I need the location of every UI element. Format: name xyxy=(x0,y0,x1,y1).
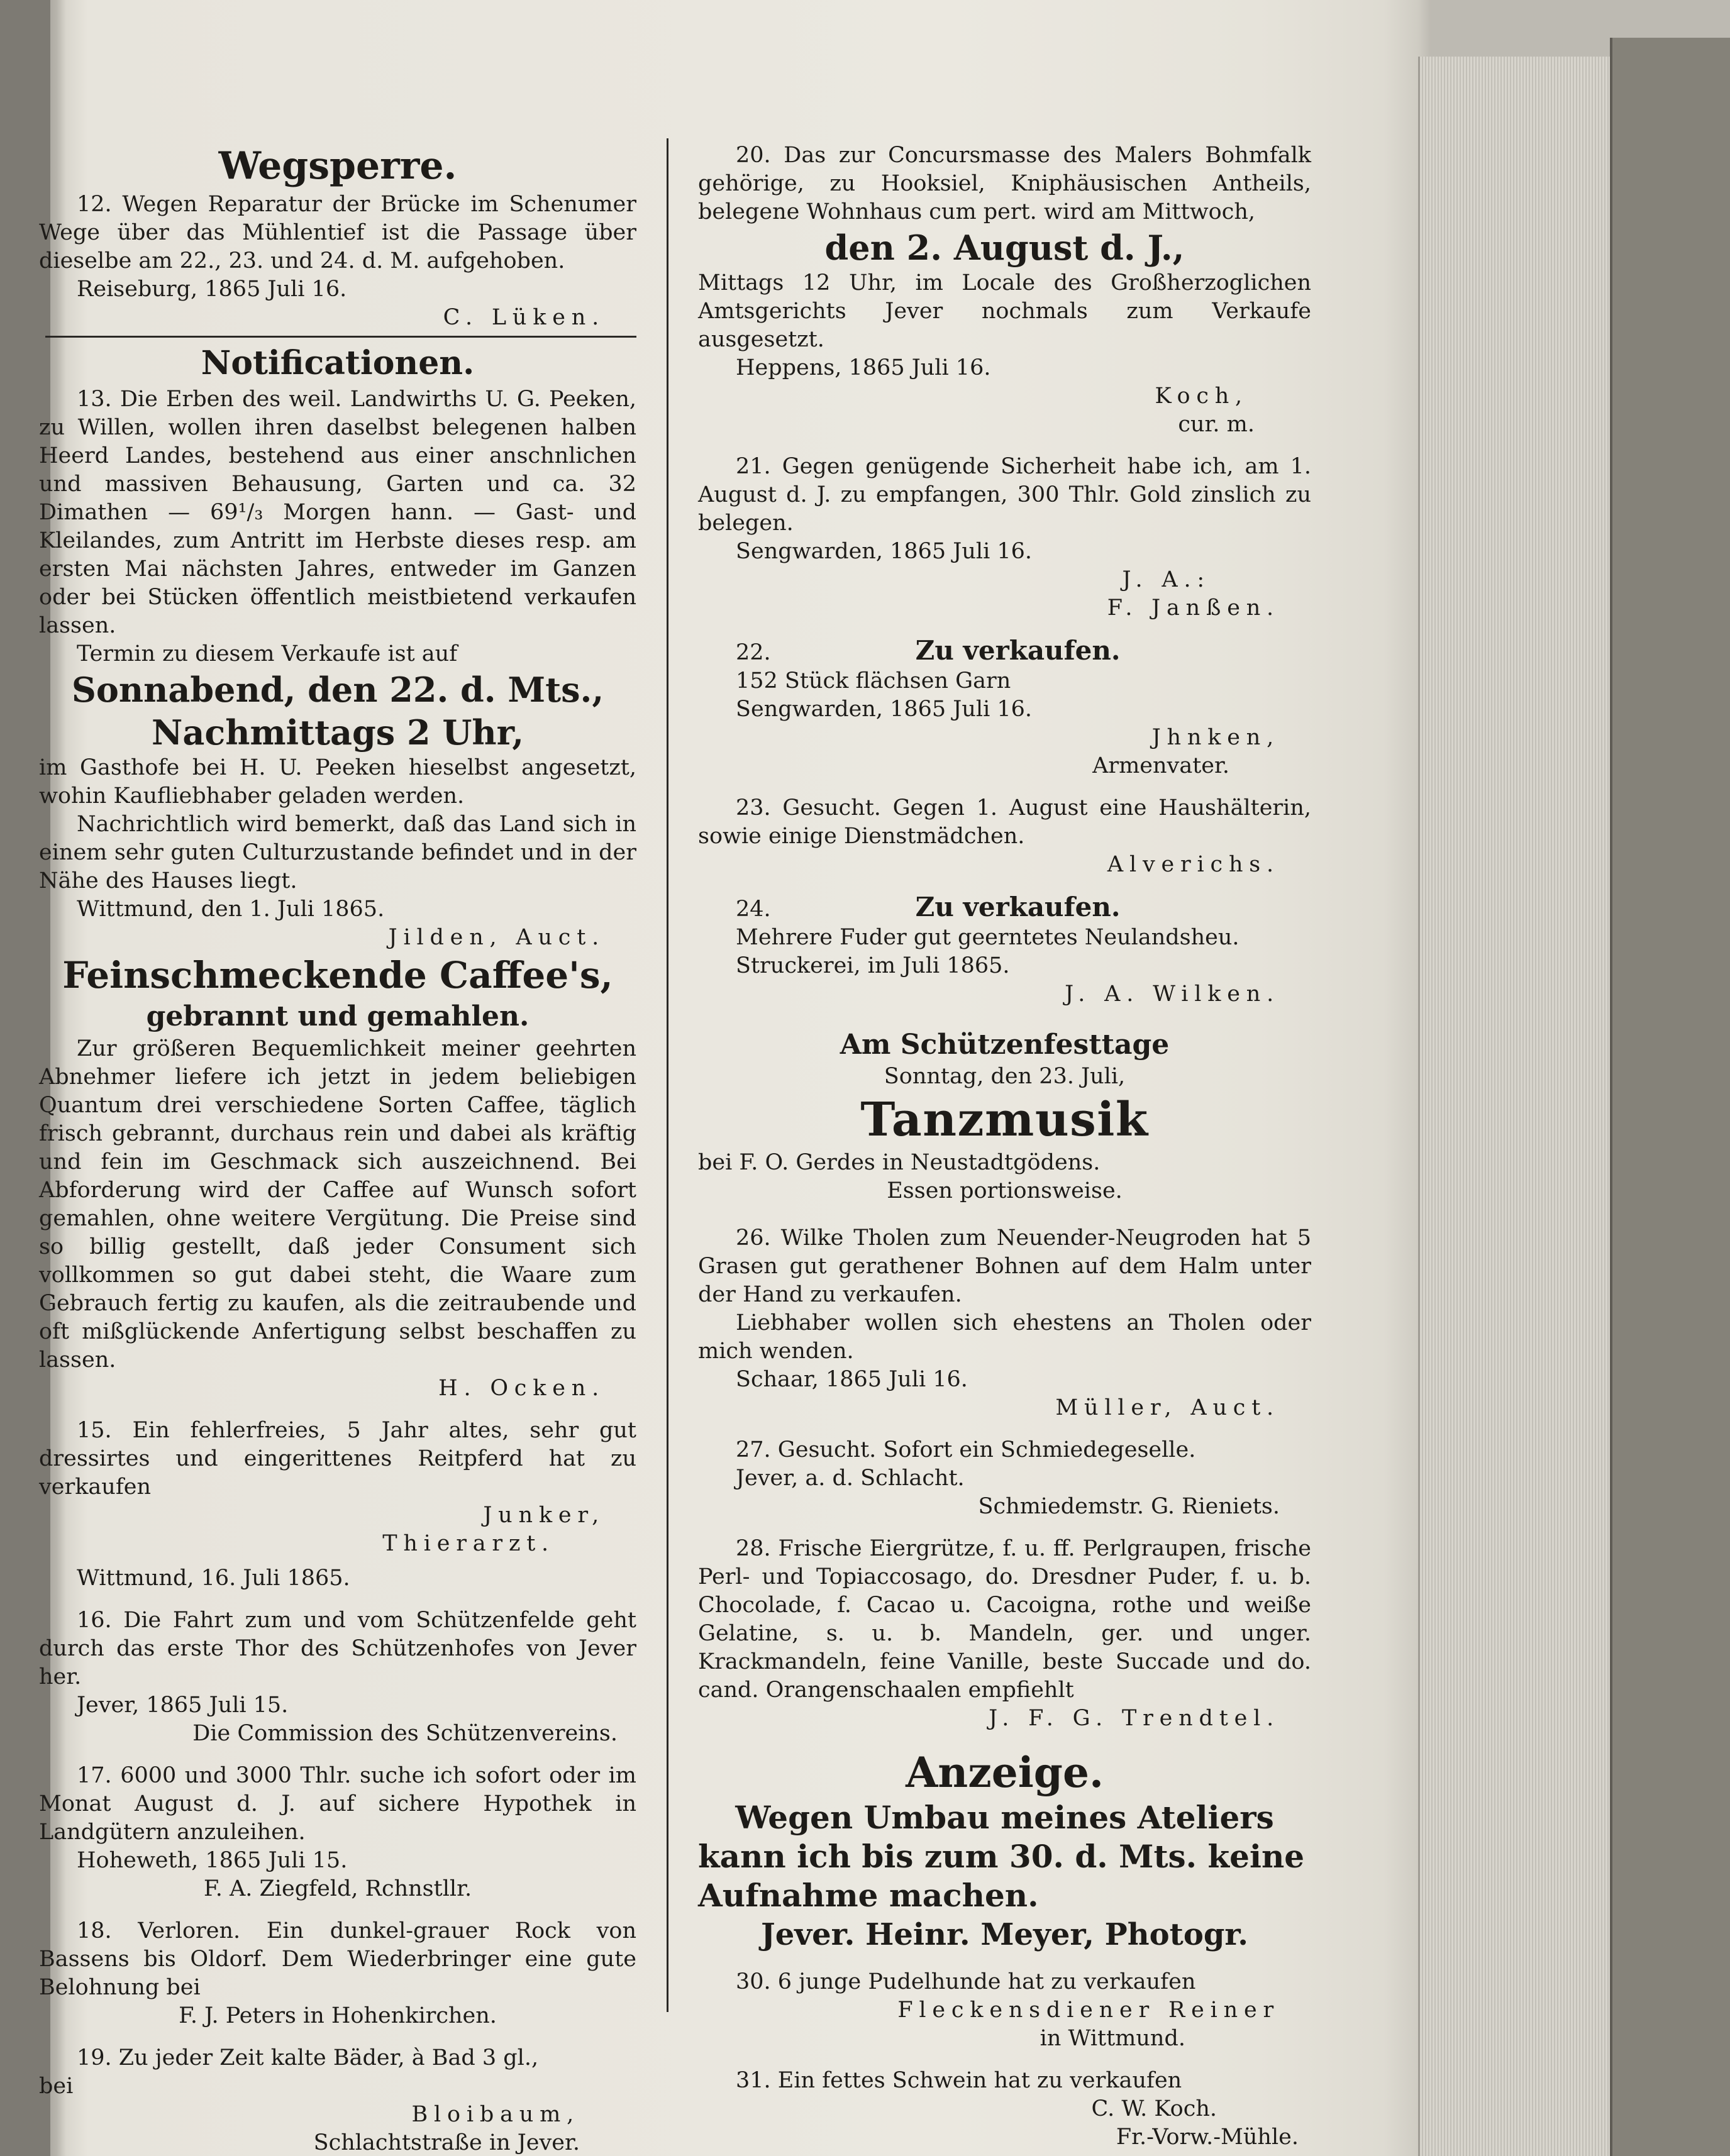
ad16-text: 16. Die Fahrt zum und vom Schützenfelde geht durch das erste Thor des Schützenhofes von Jever her. xyxy=(39,1608,636,1689)
notif-date-line-2: Nachmittags 2 Uhr, xyxy=(151,712,524,753)
notif-text-a: 13. Die Erben des weil. Landwirths U. G. Peeken, zu Willen, wollen ihren daselbst belegenen halben Heerd Landes, bestehend aus einer anschnlichen und massiven Behausung, Garten und ca. 32 Dimathen — 69¹/₃ Morgen hann. — Gast- und Kleilandes, zum Antritt im Herbste dieses resp. am ersten Mai nächsten Jahres, entweder im Ganzen oder bei Stücken öffentlich meistbietend verkaufen lassen. xyxy=(39,387,636,638)
ad24-place: Struckerei, im Juli 1865. xyxy=(736,953,1010,978)
notif-date-line-1: Sonnabend, den 22. d. Mts., xyxy=(71,670,604,710)
ad17-signature: F. A. Ziegfeld, Rchnstllr. xyxy=(203,1876,472,1901)
wegsperre-signature: C. Lüken. xyxy=(443,305,605,330)
ad22-text: 152 Stück flächsen Garn xyxy=(736,668,1011,694)
ad17-text: 17. 6000 und 3000 Thlr. suche ich sofort oder im Monat August d. J. auf sichere Hypothek in Landgütern anzuleihen. xyxy=(39,1763,636,1845)
ad24-line xyxy=(698,893,1311,924)
ad31-signature-name: C. W. Koch. xyxy=(1091,2096,1217,2121)
notif-text-b: Termin zu diesem Verkaufe ist auf xyxy=(77,641,458,666)
ad15-place: Wittmund, 16. Juli 1865. xyxy=(77,1566,350,1591)
ad21-place: Sengwarden, 1865 Juli 16. xyxy=(736,539,1033,564)
ad18-text: 18. Verloren. Ein dunkel-grauer Rock von Bassens bis Oldorf. Dem Wiederbringer eine gute Belohnung bei xyxy=(39,1918,636,2000)
ad28-signature: J. F. G. Trendtel. xyxy=(989,1706,1280,1731)
ad15-signature-name: Junker, xyxy=(483,1503,605,1528)
ad26-place: Schaar, 1865 Juli 16. xyxy=(736,1367,968,1392)
ad19-text: 19. Zu jeder Zeit kalte Bäder, à Bad 3 gl., xyxy=(77,2045,539,2070)
ad22-line xyxy=(698,636,1311,667)
wegsperre-place: Reiseburg, 1865 Juli 16. xyxy=(77,277,347,302)
anzeige-signature: Jever. Heinr. Meyer, Photogr. xyxy=(761,1917,1248,1952)
book-cover xyxy=(1610,38,1730,2156)
ad27-text: 27. Gesucht. Sofort ein Schmiedegeselle. xyxy=(736,1437,1196,1462)
ad17-place: Hoheweth, 1865 Juli 15. xyxy=(77,1848,348,1873)
ad15-signature-title: Thierarzt. xyxy=(382,1531,555,1556)
ad22-heading: Zu verkaufen. xyxy=(915,635,1121,666)
wegsperre-heading: Wegsperre. xyxy=(218,144,457,188)
ad21-text: 21. Gegen genügende Sicherheit habe ich, am 1. August d. J. zu empfangen, 300 Thlr. Gold zinslich zu belegen. xyxy=(698,454,1311,536)
caffee-text: Zur größeren Bequemlichkeit meiner geehrten Abnehmer liefere ich jetzt in jedem beliebigen Quantum drei verschiedene Sorten Caffee, täglich frisch gebrannt, durchaus rein und dabei als kräftig und fein im Geschmack sich auszeichnend. Bei Abforderung wird der Caffee auf Wunsch sofort gemahlen, ohne weitere Vergütung. Die Preise sind so billig gestellt, daß jeder Consument sich vollkommen so gut dabei steht, die Waare zum Gebrauch fertig zu kaufen, als die zeitraubende und oft mißglückende Anfertigung selbst beschaffen zu lassen. xyxy=(39,1036,636,1373)
right-column xyxy=(698,141,1311,2152)
ad27-signature: Schmiedemstr. G. Rieniets. xyxy=(978,1494,1280,1519)
ad27-place: Jever, a. d. Schlacht. xyxy=(736,1466,965,1491)
notif-text-c: im Gasthofe bei H. U. Peeken hieselbst angesetzt, wohin Kaufliebhaber geladen werden. xyxy=(39,755,636,809)
ad24-heading: Zu verkaufen. xyxy=(915,892,1121,922)
ad20-place: Heppens, 1865 Juli 16. xyxy=(736,355,991,380)
notif-text-d: Nachrichtlich wird bemerkt, daß das Land sich in einem sehr guten Culturzustande befindet und in der Nähe des Hauses liegt. xyxy=(39,812,636,893)
ad20-text-2: Mittags 12 Uhr, im Locale des Großherzoglichen Amtsgerichts Jever nochmals zum Verkaufe ausgesetzt. xyxy=(698,270,1311,352)
ad25-text: bei F. O. Gerdes in Neustadtgödens. xyxy=(698,1150,1101,1175)
anzeige-line-3: Aufnahme machen. xyxy=(698,1877,1039,1914)
ad20-text: 20. Das zur Concursmasse des Malers Bohmfalk gehörige, zu Hooksiel, Kniphäusischen Antheils, belegene Wohnhaus cum pert. wird am Mittwoch, xyxy=(698,143,1311,224)
anzeige-line-2: kann ich bis zum 30. d. Mts. keine xyxy=(698,1838,1305,1875)
caffee-subheading: gebrannt und gemahlen. xyxy=(146,1000,530,1032)
ad25-note: Essen portionsweise. xyxy=(887,1178,1123,1203)
ad31-signature-place: Fr.-Vorw.-Mühle. xyxy=(1116,2125,1299,2150)
ad24-text: Mehrere Fuder gut geerntetes Neulandsheu. xyxy=(736,925,1239,950)
left-column xyxy=(39,141,636,2156)
notificationen-heading: Notificationen. xyxy=(201,344,475,382)
ad21-signature-prefix: J. A.: xyxy=(1122,567,1211,592)
ad19-bei: bei xyxy=(39,2074,74,2099)
ad22-signature-name: Jhnken, xyxy=(1151,725,1280,750)
ad22-number: 22. xyxy=(736,640,771,665)
ad16-place: Jever, 1865 Juli 15. xyxy=(77,1693,289,1718)
ad26-text: 26. Wilke Tholen zum Neuender-Neugroden hat 5 Grasen gut gerathener Bohnen auf dem Halm unter der Hand zu verkaufen. xyxy=(698,1225,1311,1307)
ad30-signature-name: Fleckensdiener Reiner xyxy=(897,1998,1280,2023)
column-divider xyxy=(667,138,668,2012)
notif-signature: Jilden, Auct. xyxy=(388,925,605,950)
ad20-signature-title: cur. m. xyxy=(1178,412,1255,437)
ad24-number: 24. xyxy=(736,897,771,922)
ad30-text: 30. 6 junge Pudelhunde hat zu verkaufen xyxy=(736,1969,1196,1994)
ad25-title: Tanzmusik xyxy=(860,1093,1149,1147)
ad30-signature-place: in Wittmund. xyxy=(1040,2026,1185,2051)
ad16-signature: Die Commission des Schützenvereins. xyxy=(192,1721,618,1746)
wegsperre-text: 12. Wegen Reparatur der Brücke im Schenumer Wege über das Mühlentief ist die Passage über dieselbe am 22., 23. und 24. d. M. aufgehoben. xyxy=(39,192,636,274)
ad31-text: 31. Ein fettes Schwein hat zu verkaufen xyxy=(736,2068,1182,2093)
caffee-heading: Feinschmeckende Caffee's, xyxy=(62,954,613,997)
ad23-text: 23. Gesucht. Gegen 1. August eine Haushälterin, sowie einige Dienstmädchen. xyxy=(698,795,1311,849)
anzeige-line-1: Wegen Umbau meines Ateliers xyxy=(735,1799,1274,1836)
caffee-signature: H. Ocken. xyxy=(438,1376,605,1401)
ad26-signature: Müller, Auct. xyxy=(1055,1395,1280,1420)
ad24-signature: J. A. Wilken. xyxy=(1065,981,1280,1007)
ad19-signature-name: Bloibaum, xyxy=(411,2102,580,2127)
notif-place: Wittmund, den 1. Juli 1865. xyxy=(77,897,385,922)
ad26-text-2: Liebhaber wollen sich ehestens an Tholen oder mich wenden. xyxy=(698,1310,1311,1364)
ad23-signature: Alverichs. xyxy=(1107,852,1280,877)
ad20-date: den 2. August d. J., xyxy=(824,228,1185,268)
ad25-date: Sonntag, den 23. Juli, xyxy=(884,1064,1126,1089)
ad18-signature: F. J. Peters in Hohenkirchen. xyxy=(179,2003,497,2028)
anzeige-heading: Anzeige. xyxy=(906,1748,1104,1797)
ad25-heading: Am Schützenfesttage xyxy=(840,1029,1170,1061)
section-rule xyxy=(45,336,636,338)
ad22-signature-title: Armenvater. xyxy=(1092,753,1229,778)
ad21-signature: F. Janßen. xyxy=(1107,595,1280,621)
ad19-signature-address: Schlachtstraße in Jever. xyxy=(313,2130,580,2155)
ad28-text: 28. Frische Eiergrütze, f. u. ff. Perlgraupen, frische Perl- und Topiaccosago, do. Dresdner Puder, f. u. b. Chocolade, f. Cacao u. Cacoigna, rothe und weiße Gelatine, s. u. b. Mandeln, ger. und unger. Krackmandeln, feine Vanille, beste Succade und do. cand. Orangenschaalen empfiehlt xyxy=(698,1536,1311,1703)
ad22-place: Sengwarden, 1865 Juli 16. xyxy=(736,697,1033,722)
ad15-text: 15. Ein fehlerfreies, 5 Jahr altes, sehr gut dressirtes und eingerittenes Reitpferd hat zu verkaufen xyxy=(39,1418,636,1500)
ad20-signature-name: Koch, xyxy=(1155,384,1248,409)
